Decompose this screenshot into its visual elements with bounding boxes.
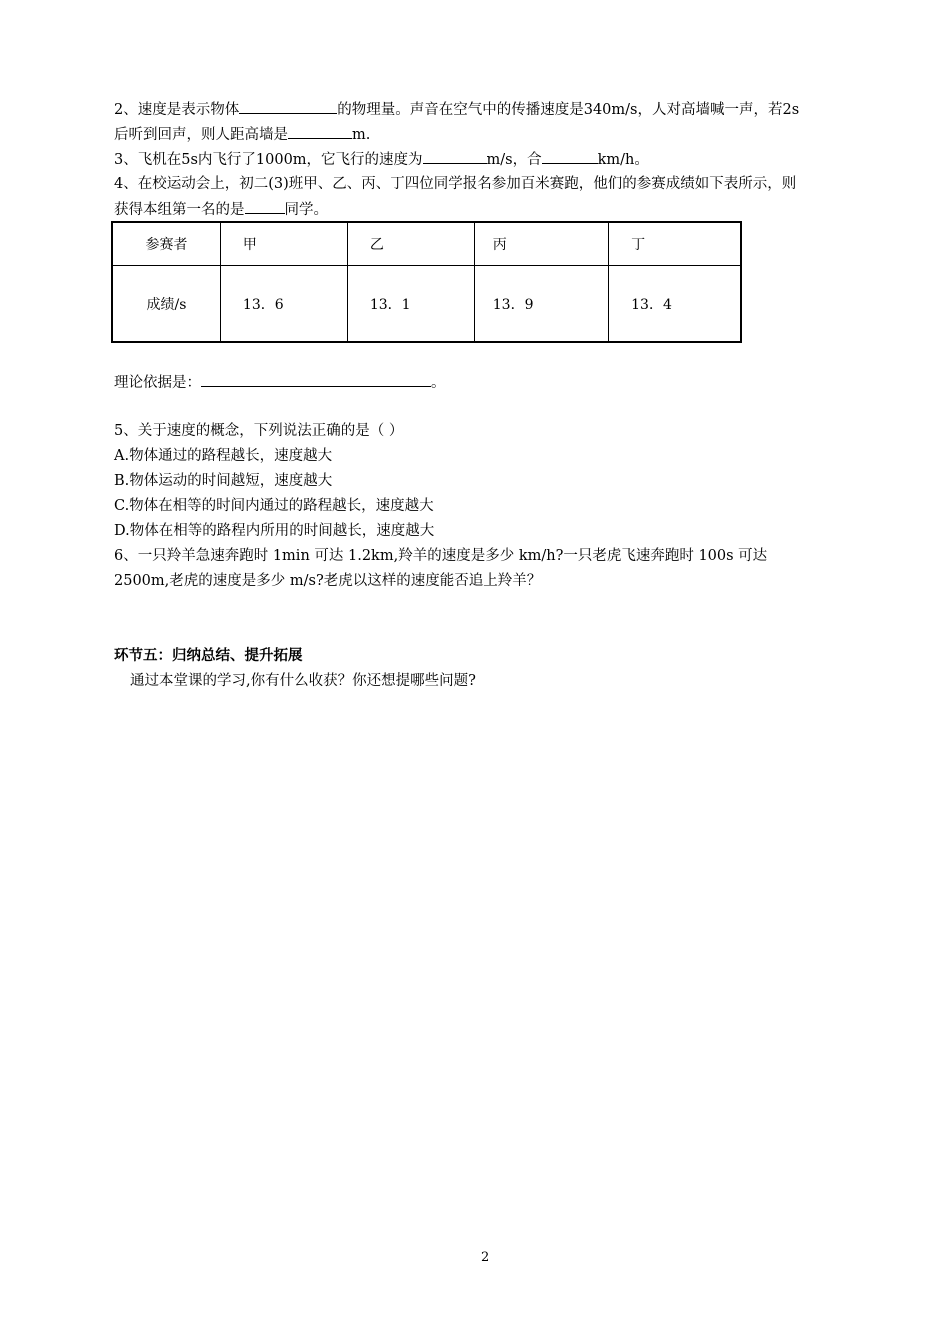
- q3-blank-1: [423, 149, 487, 164]
- question-4-line-2: [114, 199, 328, 220]
- page-number: 2: [481, 1250, 490, 1265]
- score-yi: 13．1: [347, 266, 474, 343]
- q4-text-a: 4、在校运动会上，初二(3)班甲、乙、丙、丁四位同学报名参加百米赛跑，他们的参赛成绩如下表所示，则: [114, 176, 797, 192]
- header-bing: 丙: [474, 222, 608, 266]
- q4-text-c: 同学。: [284, 202, 328, 218]
- score-bing: 13．9: [474, 266, 608, 343]
- table-row: [112, 266, 741, 343]
- q5-option-c: C.物体在相等的时间内通过的路程越长，速度越大: [114, 498, 434, 514]
- question-6-line-2: 2500m,老虎的速度是多少 m/s?老虎以这样的速度能否追上羚羊？: [114, 573, 542, 589]
- question-6-line-1: 6、一只羚羊急速奔跑时 1min 可达 1.2km,羚羊的速度是多少 km/h?一只老虎飞速奔跑时 100s 可达: [114, 548, 768, 564]
- q5-option-b: B.物体运动的时间越短，速度越大: [114, 473, 333, 489]
- score-ding: 13．4: [609, 266, 741, 343]
- basis-end: 。: [431, 375, 446, 391]
- row-label-score: 成绩/s: [112, 266, 220, 343]
- theory-basis-line: [114, 372, 446, 393]
- basis-label: 理论依据是：: [114, 375, 201, 391]
- section-5-text: 通过本堂课的学习,你有什么收获？你还想提哪些问题?: [130, 673, 476, 689]
- q3-blank-2: [542, 149, 598, 164]
- q5-option-a: A.物体通过的路程越长，速度越大: [114, 448, 333, 464]
- header-participant: 参赛者: [112, 222, 220, 266]
- question-2-line-2: [114, 124, 370, 145]
- q5-option-d: D.物体在相等的路程内所用的时间越长，速度越大: [114, 523, 435, 539]
- question-2-line-1: [114, 99, 799, 120]
- scores-table: [111, 221, 742, 343]
- basis-blank: [201, 372, 431, 387]
- header-jia: 甲: [220, 222, 347, 266]
- q4-blank: [245, 199, 285, 214]
- q4-text-b: 获得本组第一名的是: [114, 202, 245, 218]
- table-header-row: [112, 222, 741, 266]
- header-yi: 乙: [347, 222, 474, 266]
- q2-blank-2: [288, 124, 352, 139]
- header-ding: 丁: [609, 222, 741, 266]
- q2-text-d: m.: [352, 127, 371, 143]
- q3-text-c: km/h。: [597, 152, 649, 168]
- question-4-line-1: [114, 174, 796, 194]
- question-3: [114, 149, 649, 170]
- q2-blank-1: [239, 99, 337, 114]
- q3-text-a: 3、飞机在5s内飞行了1000m，它飞行的速度为: [114, 152, 423, 168]
- section-5-title: 环节五：归纳总结、提升拓展: [114, 648, 303, 664]
- score-jia: 13．6: [220, 266, 347, 343]
- q2-text-b: 的物理量。声音在空气中的传播速度是340m/s，人对高墙喊一声，若2s: [337, 102, 800, 118]
- q2-text-a: 2、速度是表示物体: [114, 102, 240, 118]
- question-5-stem: 5、关于速度的概念，下列说法正确的是（ ）: [114, 423, 404, 439]
- q2-text-c: 后听到回声，则人距高墙是: [114, 127, 288, 143]
- q3-text-b: m/s，合: [486, 152, 542, 168]
